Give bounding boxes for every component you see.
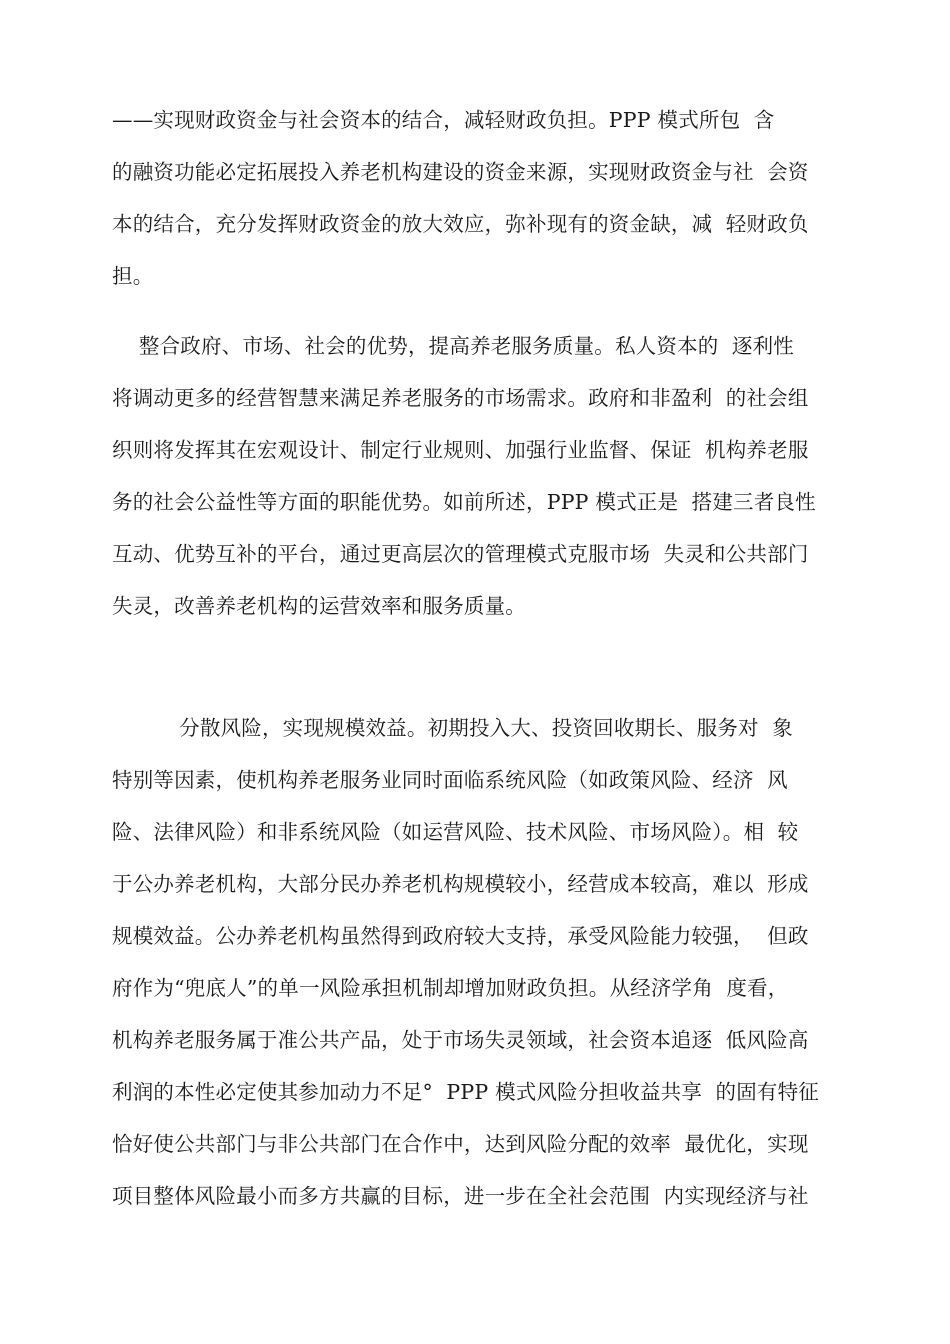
text-line: 的融资功能必定拓展投入养老机构建设的资金来源，实现财政资金与社 会资 [112, 160, 809, 184]
text-line: 特别等因素，使机构养老服务业同时面临系统风险（如政策风险、经济 风 [112, 768, 788, 792]
paragraph-fiscal-capital [112, 94, 840, 302]
text-line: 分散风险，实现规模效益。初期投入大、投资回收期长、服务对 象 [112, 716, 793, 740]
text-line: 互动、优势互补的平台，通过更高层次的管理模式克服市场 失灵和公共部门 [112, 542, 809, 566]
text-line: 织则将发挥其在宏观设计、制定行业规则、加强行业监督、保证 机构养老服 [112, 438, 809, 462]
text-line: 项目整体风险最小而多方共赢的目标，进一步在全社会范围 内实现经济与社 [112, 1184, 809, 1208]
paragraph-disperse-risk [112, 702, 840, 1222]
text-line: 府作为“兜底人”的单一风险承担机制却增加财政负担。从经济学角 度看， [112, 976, 789, 1000]
text-line: ——实现财政资金与社会资本的结合，减轻财政负担。PPP 模式所包 含 [112, 108, 775, 132]
text-line: 担。 [112, 264, 154, 288]
text-line: 失灵，改善养老机构的运营效率和服务质量。 [112, 594, 526, 618]
text-line: 整合政府、市场、社会的优势，提高养老服务质量。私人资本的 逐利性 [112, 334, 794, 358]
text-line: 本的结合，充分发挥财政资金的放大效应，弥补现有的资金缺，减 轻财政负 [112, 212, 809, 236]
text-line: 于公办养老机构，大部分民办养老机构规模较小，经营成本较高，难以 形成 [112, 872, 809, 896]
text-line: 恰好使公共部门与非公共部门在合作中，达到风险分配的效率 最优化，实现 [112, 1132, 809, 1156]
text-line: 机构养老服务属于准公共产品，处于市场失灵领域，社会资本追逐 低风险高 [112, 1028, 809, 1052]
text-line: 务的社会公益性等方面的职能优势。如前所述，PPP 模式正是 搭建三者良性 [112, 490, 816, 514]
text-line: 利润的本性必定使其参加动力不足° PPP 模式风险分担收益共享 的固有特征 [112, 1080, 820, 1104]
text-line: 规模效益。公办养老机构虽然得到政府较大支持，承受风险能力较强， 但政 [112, 924, 809, 948]
text-line: 将调动更多的经营智慧来满足养老服务的市场需求。政府和非盈利 的社会组 [112, 386, 809, 410]
paragraph-integrate-advantages [112, 320, 840, 632]
text-line: 险、法律风险）和非系统风险（如运营风险、技术风险、市场风险）。相 较 [112, 820, 799, 844]
